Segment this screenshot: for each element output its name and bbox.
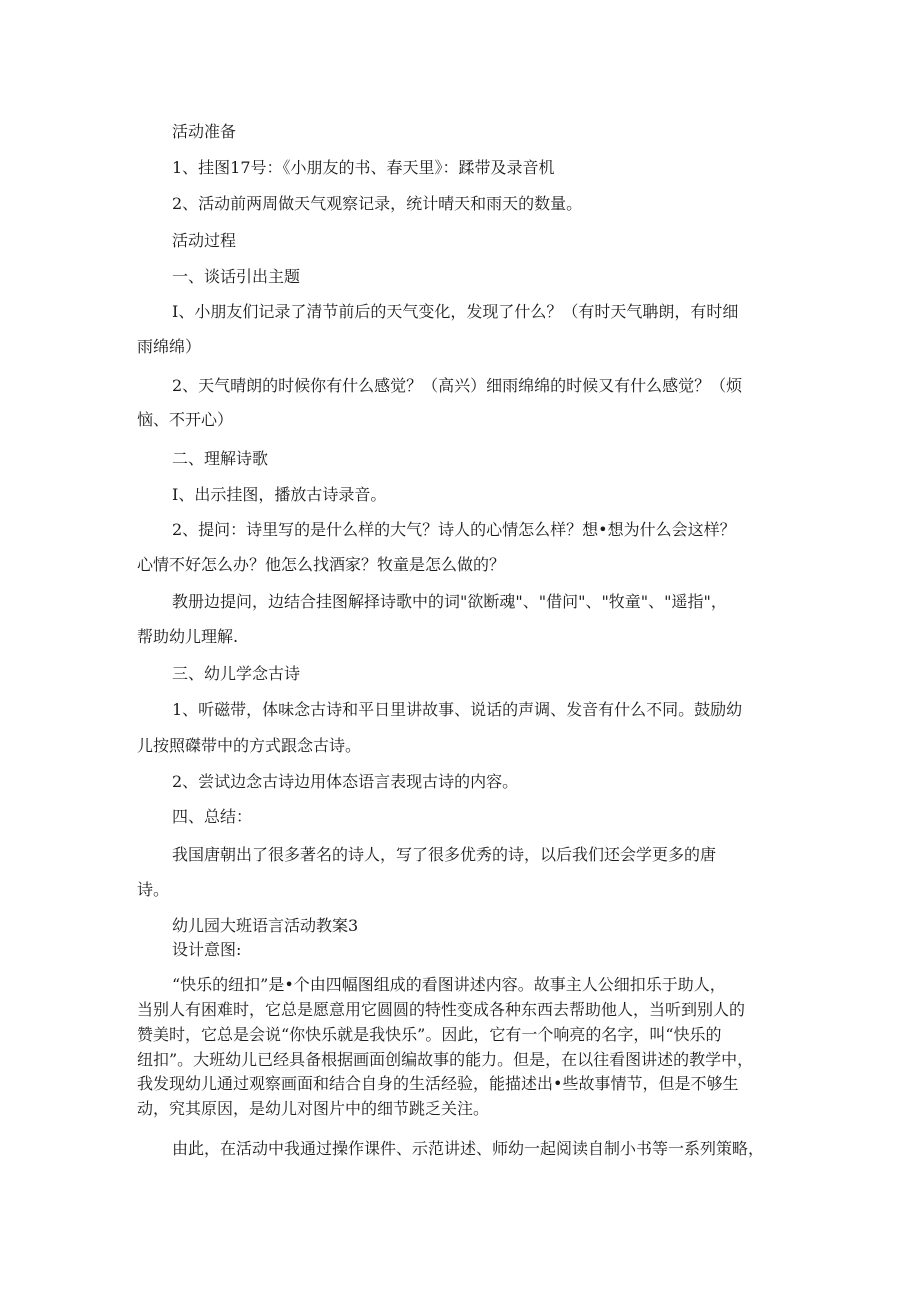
intent-line-3: 赞美时，它总是会说“你快乐就是我快乐”。因此，它有一个响亮的名字，叫“快乐的 xyxy=(137,1025,722,1044)
part3-item-2: 2、尝试边念古诗边用体态语言表现古诗的内容。 xyxy=(172,772,519,791)
intent-line-2: 当别人有困难时，它总是愿意用它圆圆的特性变成各种东西去帮助他人，当听到别人的 xyxy=(137,1000,746,1019)
strategy-line: 由此，在活动中我通过操作课件、示范讲述、师幼一起阅读自制小书等一系列策略， xyxy=(172,1139,765,1158)
part2-item-3-line2: 帮助幼儿理解. xyxy=(137,627,239,646)
part2-heading: 二、理解诗歌 xyxy=(172,449,269,468)
prep-item-1: 1、挂图17号：《小朋友的书、春天里》：蹂带及录音机 xyxy=(172,158,555,177)
prep-heading: 活动准备 xyxy=(172,122,237,141)
part1-question1-line2: 雨绵绵） xyxy=(137,337,202,356)
part4-line1: 我国唐朝出了很多著名的诗人，写了很多优秀的诗，以后我们还会学更多的唐 xyxy=(172,845,717,864)
design-intent-heading: 设计意图: xyxy=(172,940,242,959)
process-heading: 活动过程 xyxy=(172,231,237,250)
part4-line2: 诗。 xyxy=(137,880,170,899)
part2-item-2-line1: 2、提问：诗里写的是什么样的大气？诗人的心情怎么样？想•想为什么会这样？ xyxy=(172,520,736,539)
part2-item-2-line2: 心情不好怎么办？他怎么找酒家？牧童是怎么做的？ xyxy=(137,555,506,574)
part1-question2-line1: 2、天气晴朗的时候你有什么感觉？（高兴）细雨绵绵的时候又有什么感觉？（烦 xyxy=(172,376,743,395)
part3-item-1-line2: 儿按照磔带中的方式跟念古诗。 xyxy=(137,736,362,755)
prep-item-2: 2、活动前两周做天气观察记录，统计晴天和雨天的数量。 xyxy=(172,194,583,213)
intent-line-6: 动，究其原因，是幼儿对图片中的细节跳乏关注。 xyxy=(137,1099,490,1118)
part1-question1-line1: I、小朋友们记录了清节前后的天气变化，发现了什么？（有时天气聃朗，有时细 xyxy=(172,302,739,321)
part4-heading: 四、总结： xyxy=(172,807,253,826)
section2-title: 幼儿园大班语言活动教案3 xyxy=(172,916,359,935)
intent-line-5: 我发现幼儿通过观察画面和结合自身的生活经验，能描述出•些故事情节，但是不够生 xyxy=(137,1074,739,1093)
part3-item-1-line1: 1、听磁带，体味念古诗和平日里讲故事、说话的声调、发音有什么不同。鼓励幼 xyxy=(172,700,743,719)
part2-item-1: I、出示挂图，播放古诗录音。 xyxy=(172,485,387,504)
part2-item-3-line1: 教册边提问，边结合挂图解择诗歌中的词"欲断魂"、"借问"、"牧童"、"遥指"， xyxy=(172,592,727,611)
part3-heading: 三、幼儿学念古诗 xyxy=(172,664,301,683)
part1-heading: 一、谈话引出主题 xyxy=(172,267,301,286)
intent-line-1: “快乐的纽扣”是•个由四幅图组成的看图讲述内容。故事主人公细扣乐于助人， xyxy=(172,975,726,994)
part1-question2-line2: 恼、不开心） xyxy=(137,410,234,429)
intent-line-4: 纽扣”。大班幼儿已经具备根据画面创编故事的能力。但是，在以往看图讲述的教学中， xyxy=(137,1050,754,1069)
